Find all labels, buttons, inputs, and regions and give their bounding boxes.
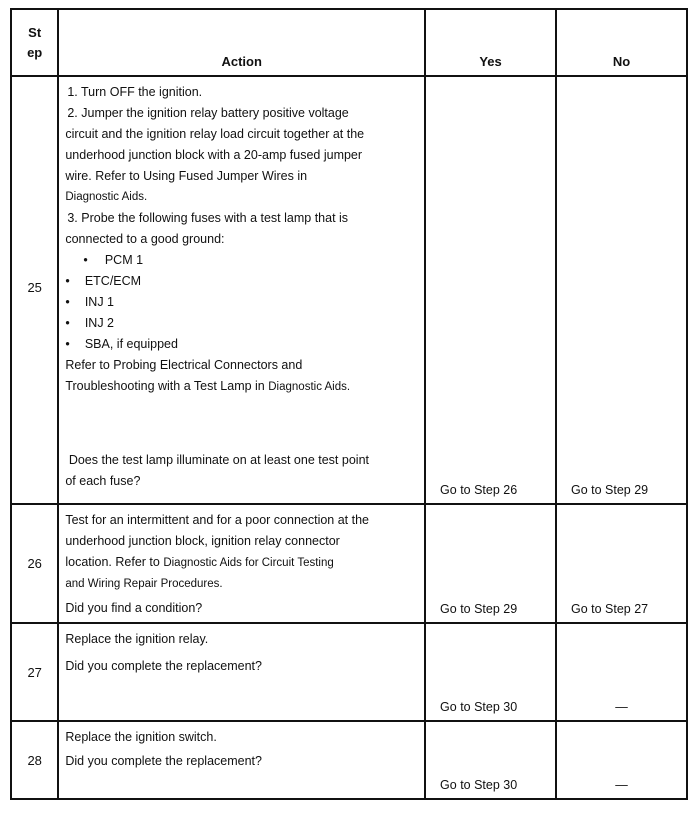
- yes-result: Go to Step 30: [425, 623, 556, 721]
- action-line-reference: Diagnostic Aids.: [65, 191, 148, 203]
- action-line: underhood junction block with a 20-amp fused jumper: [65, 148, 363, 162]
- table-row-step-28: [11, 721, 687, 799]
- action-cell: [58, 504, 425, 623]
- header-no: No: [556, 9, 687, 76]
- action-line: Troubleshooting with a Test Lamp in Diagnostic Aids.: [65, 379, 351, 393]
- action-line: 1. Turn OFF the ignition.: [67, 85, 203, 99]
- action-line-reference: and Wiring Repair Procedures.: [65, 578, 223, 590]
- table-row-step-27: [11, 623, 687, 721]
- action-line: connected to a good ground:: [65, 232, 225, 246]
- diagnostic-procedure-table: [10, 8, 688, 800]
- step-number: 27: [11, 623, 58, 721]
- action-line: Refer to Probing Electrical Connectors and: [65, 358, 303, 372]
- header-row: [11, 9, 687, 76]
- action-line: circuit and the ignition relay load circuit together at the: [65, 127, 365, 141]
- table-row-step-25: [11, 76, 687, 504]
- header-step: [11, 9, 58, 76]
- question-line: Did you complete the replacement?: [65, 659, 262, 673]
- no-result: —: [556, 721, 687, 799]
- action-line: Replace the ignition relay.: [65, 632, 209, 646]
- action-cell: [58, 76, 425, 504]
- action-line: Test for an intermittent and for a poor connection at the: [65, 513, 369, 527]
- action-line: Replace the ignition switch.: [65, 730, 217, 744]
- action-line: location. Refer to Diagnostic Aids for Circuit Testing: [65, 555, 334, 569]
- header-action: Action: [58, 9, 425, 76]
- step-number: 25: [11, 76, 58, 504]
- yes-result: Go to Step 29: [425, 504, 556, 623]
- action-line: wire. Refer to Using Fused Jumper Wires in: [65, 169, 308, 183]
- question-line: Did you complete the replacement?: [65, 754, 262, 768]
- question-line: Did you find a condition?: [65, 601, 203, 615]
- action-line: 2. Jumper the ignition relay battery positive voltage: [67, 106, 349, 120]
- header-step-line2: ep: [27, 44, 43, 60]
- yes-result: Go to Step 26: [425, 76, 556, 504]
- no-result: Go to Step 29: [556, 76, 687, 504]
- question-line: Does the test lamp illuminate on at least one test point: [65, 453, 369, 467]
- action-line: 3. Probe the following fuses with a test lamp that is: [67, 211, 349, 225]
- fuse-list-item: • SBA, if equipped: [65, 337, 178, 351]
- no-result: —: [556, 623, 687, 721]
- action-cell: [58, 721, 425, 799]
- fuse-list-item: • PCM 1: [83, 253, 144, 267]
- spacer: [65, 398, 418, 450]
- step-number: 28: [11, 721, 58, 799]
- fuse-list-item: • INJ 1: [65, 295, 115, 309]
- header-yes: Yes: [425, 9, 556, 76]
- question-line: of each fuse?: [65, 474, 141, 488]
- action-cell: [58, 623, 425, 721]
- table-row-step-26: [11, 504, 687, 623]
- no-result: Go to Step 27: [556, 504, 687, 623]
- fuse-list-item: • INJ 2: [65, 316, 115, 330]
- header-step-line1: St: [28, 24, 42, 40]
- action-line: underhood junction block, ignition relay connector: [65, 534, 340, 548]
- fuse-list-item: • ETC/ECM: [65, 274, 142, 288]
- step-number: 26: [11, 504, 58, 623]
- yes-result: Go to Step 30: [425, 721, 556, 799]
